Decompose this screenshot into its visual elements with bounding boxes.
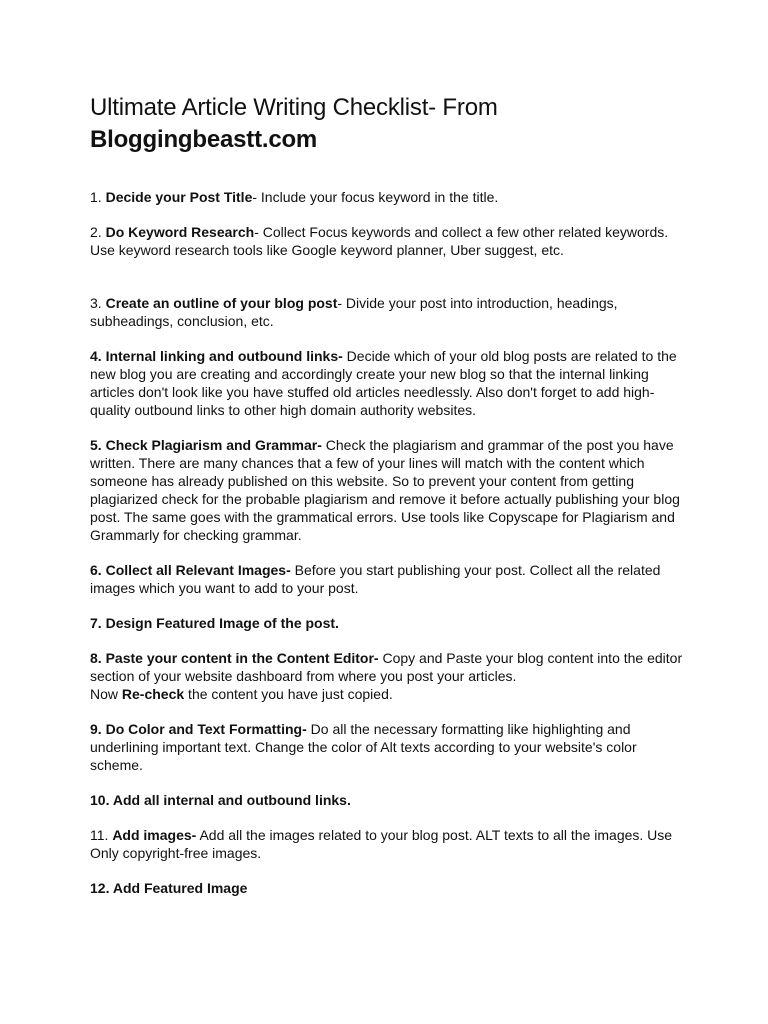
item-text: Copy and Paste your blog content into the editor section of your website dashboard from where you post your articles. [90, 650, 683, 684]
item-heading: Decide your Post Title [105, 189, 253, 205]
item-number: 8. [90, 650, 106, 666]
item-heading: Add all internal and outbound links. [112, 792, 351, 808]
item-number: 6. [90, 562, 106, 578]
item-number: 9. [90, 721, 106, 737]
checklist-item-2 [90, 223, 690, 259]
item-text: Check the plagiarism and grammar of the post you have written. There are many chances that a few of your lines will match with the content which someone has already published on this website. So to prevent your content from getting plagiarized check for the probable plagiarism and remove it before actually publishing your blog post. The same goes with the grammatical errors. Use tools like Copyscape for Plagiarism and Grammarly for checking grammar. [90, 437, 680, 543]
checklist-item-12 [90, 879, 690, 897]
checklist-item-7 [90, 614, 690, 632]
title-site-name: Bloggingbeastt.com [90, 126, 318, 153]
item-text: - Include your focus keyword in the title. [252, 189, 499, 205]
item-heading: Collect all Relevant Images- [105, 562, 291, 578]
item-number: 2. [90, 224, 106, 240]
item-number: 12. [90, 880, 113, 896]
item-text-line2-prefix: Now [90, 686, 122, 702]
item-heading: Create an outline of your blog post [105, 295, 338, 311]
item-number: 3. [90, 295, 106, 311]
item-text: - Divide your post into introduction, headings, subheadings, conclusion, etc. [90, 295, 618, 329]
item-number: 10. [90, 792, 113, 808]
checklist-item-3 [90, 294, 690, 330]
item-heading: Check Plagiarism and Grammar- [105, 437, 322, 453]
checklist-item-6 [90, 561, 690, 597]
item-text: Add all the images related to your blog post. ALT texts to all the images. Use Only copyright-free images. [90, 827, 673, 861]
title-line-1: Ultimate Article Writing Checklist- From [90, 94, 498, 121]
checklist-item-1 [90, 188, 690, 206]
item-heading: Internal linking and outbound links- [105, 348, 343, 364]
item-number: 11. [90, 827, 113, 843]
checklist-item-9 [90, 720, 690, 774]
item-heading: Do Color and Text Formatting- [105, 721, 307, 737]
checklist-item-11 [90, 826, 690, 862]
checklist-item-8 [90, 649, 690, 703]
item-text: - Collect Focus keywords and collect a few other related keywords. Use keyword research tools like Google keyword planner, Uber suggest, etc. [90, 224, 669, 258]
item-number: 1. [90, 189, 106, 205]
item-text-line2-suffix: the content you have just copied. [184, 686, 393, 702]
item-heading: Paste your content in the Content Editor- [105, 650, 379, 666]
document-title [90, 92, 690, 156]
item-text: Do all the necessary formatting like highlighting and underlining important text. Change the color of Alt texts according to your website's color scheme. [90, 721, 637, 773]
item-text-line2-bold: Re-check [121, 686, 185, 702]
checklist [90, 188, 690, 897]
item-heading: Design Featured Image of the post. [105, 615, 339, 631]
item-text: Before you start publishing your post. Collect all the related images which you want to add to your post. [90, 562, 661, 596]
item-heading: Do Keyword Research [105, 224, 255, 240]
checklist-item-5 [90, 436, 690, 544]
item-heading: Add Featured Image [112, 880, 248, 896]
checklist-item-4 [90, 347, 690, 419]
document-page [90, 92, 690, 914]
item-number: 7. [90, 615, 106, 631]
item-number: 5. [90, 437, 106, 453]
item-text: Decide which of your old blog posts are related to the new blog you are creating and accordingly create your new blog so that the internal linking articles don't look like you have stuffed old articles needlessly. Also don't forget to add high-quality outbound links to other high domain authority websites. [90, 348, 677, 418]
item-number: 4. [90, 348, 106, 364]
item-heading: Add images- [112, 827, 197, 843]
checklist-item-10 [90, 791, 690, 809]
